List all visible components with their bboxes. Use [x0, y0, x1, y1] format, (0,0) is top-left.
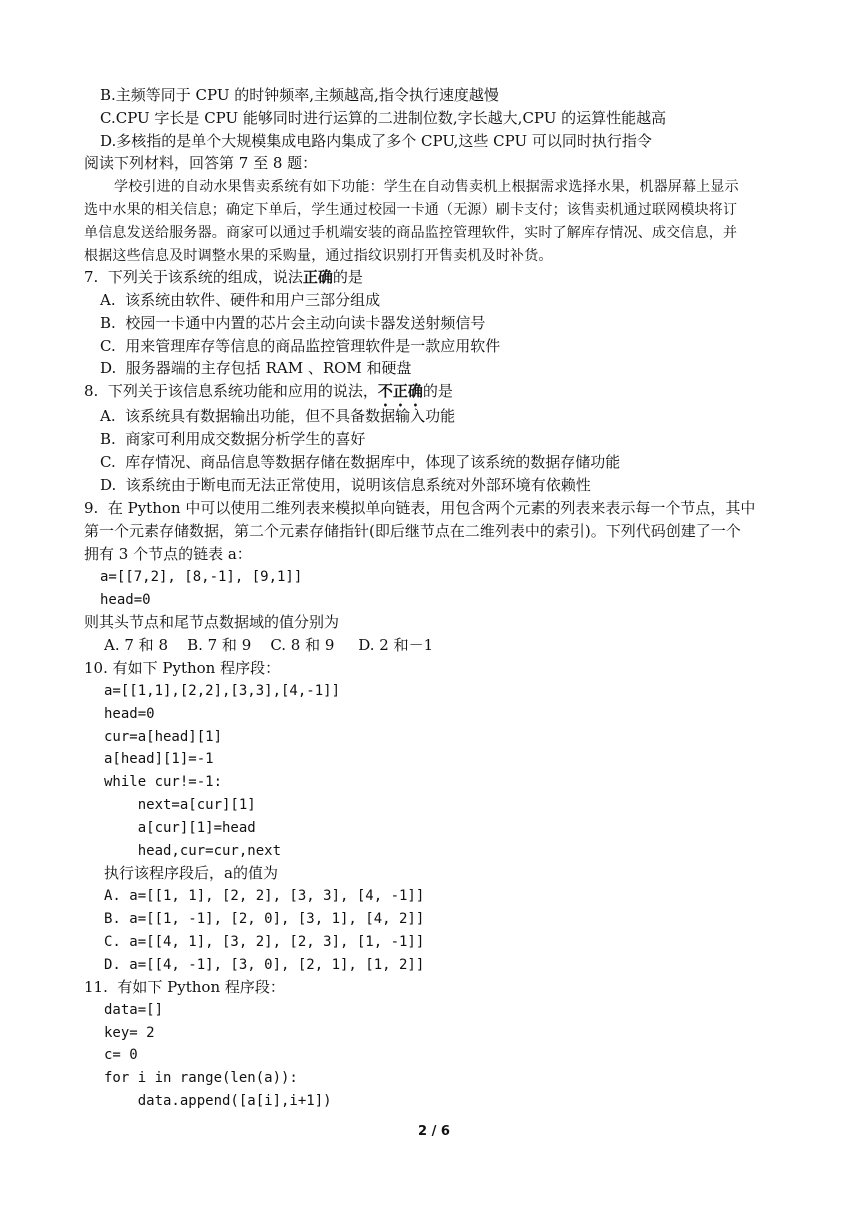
q8-option-b: B. 商家可利用成交数据分析学生的喜好: [100, 430, 366, 448]
q11-code-line-5: data.append([a[i],i+1]): [104, 1093, 332, 1109]
q11-code-line-3: c= 0: [104, 1047, 138, 1063]
q7-option-d: D. 服务器端的主存包括 RAM 、ROM 和硬盘: [100, 359, 412, 377]
q11-code-line-4: for i in range(len(a)):: [104, 1070, 298, 1086]
q10-code-line-7: a[cur][1]=head: [104, 820, 256, 836]
q10-code-line-6: next=a[cur][1]: [104, 797, 256, 813]
q9-question: 则其头节点和尾节点数据域的值分别为: [84, 613, 340, 631]
q6-option-b: B.主频等同于 CPU 的时钟频率,主频越高,指令执行速度越慢: [100, 86, 499, 104]
q7-stem-post: 的是: [332, 268, 363, 286]
q9-code-line-2: head=0: [100, 592, 151, 608]
material-line-4: 根据这些信息及时调整水果的采购量，通过指纹识别打开售卖机及时补货。: [84, 248, 553, 264]
q10-stem: 10. 有如下 Python 程序段：: [84, 659, 281, 677]
q9-options: A. 7 和 8 B. 7 和 9 C. 8 和 9 D. 2 和－1: [104, 636, 434, 654]
q10-option-b: B. a=[[1, -1], [2, 0], [3, 1], [4, 2]]: [104, 911, 425, 927]
q9-stem-line-2: 第一个元素存储数据，第二个元素存储指针(即后继节点在二维列表中的索引)。下列代码创建了一个: [84, 522, 741, 540]
q6-option-d: D.多核指的是单个大规模集成电路内集成了多个 CPU,这些 CPU 可以同时执行指令: [100, 132, 652, 150]
q10-code-line-8: head,cur=cur,next: [104, 843, 282, 859]
q11-code-line-2: key= 2: [104, 1025, 155, 1041]
q10-question: 执行该程序段后，a的值为: [104, 864, 278, 882]
q7-stem-emphasis: 正确: [302, 268, 333, 286]
q7-stem-pre: 7. 下列关于该系统的组成，说法: [84, 268, 303, 286]
q8-stem-emphasis: 不正确: [377, 382, 423, 400]
q7-stem: [84, 266, 363, 288]
q7-option-a: A. 该系统由软件、硬件和用户三部分组成: [100, 291, 381, 309]
q10-option-a: A. a=[[1, 1], [2, 2], [3, 3], [4, -1]]: [104, 888, 425, 904]
q6-option-c: C.CPU 字长是 CPU 能够同时进行运算的二进制位数,字长越大,CPU 的运算性能越高: [100, 109, 667, 127]
material-line-1: 学校引进的自动水果售卖系统有如下功能：学生在自动售卖机上根据需求选择水果，机器屏幕上显示: [114, 179, 739, 195]
q8-stem-pre: 8. 下列关于该信息系统功能和应用的说法，: [84, 382, 378, 400]
q9-code-line-1: a=[[7,2], [8,-1], [9,1]]: [100, 569, 303, 585]
q10-code-line-4: a[head][1]=-1: [104, 751, 214, 767]
q11-stem: 11. 有如下 Python 程序段：: [84, 978, 285, 996]
q10-code-line-3: cur=a[head][1]: [104, 729, 223, 745]
q9-stem-line-3: 拥有 3 个节点的链表 a：: [84, 545, 252, 563]
q8-option-c: C. 库存情况、商品信息等数据存储在数据库中，体现了该系统的数据存储功能: [100, 453, 621, 471]
q8-stem-post: 的是: [422, 382, 453, 400]
q7-option-c: C. 用来管理库存等信息的商品监控管理软件是一款应用软件: [100, 337, 501, 355]
q10-code-line-1: a=[[1,1],[2,2],[3,3],[4,-1]]: [104, 683, 341, 699]
material-line-2: 选中水果的相关信息；确定下单后，学生通过校园一卡通（无源）刷卡支付；该售卖机通过联网模块将订: [84, 202, 738, 218]
q10-option-d: D. a=[[4, -1], [3, 0], [2, 1], [1, 2]]: [104, 957, 425, 973]
reading-intro: 阅读下列材料，回答第 7 至 8 题：: [84, 154, 318, 172]
material-line-3: 单信息发送给服务器。商家可以通过手机端安装的商品监控管理软件，实时了解库存情况、成交信息，并: [84, 225, 738, 241]
q10-code-line-5: while cur!=-1:: [104, 774, 223, 790]
page-number: 2 / 6: [418, 1124, 450, 1139]
q10-code-line-2: head=0: [104, 706, 155, 722]
q7-option-b: B. 校园一卡通中内置的芯片会主动向读卡器发送射频信号: [100, 314, 486, 332]
q8-option-a: A. 该系统具有数据输出功能，但不具备数据输入功能: [100, 407, 456, 425]
q8-option-d: D. 该系统由于断电而无法正常使用，说明该信息系统对外部环境有依赖性: [100, 476, 591, 494]
q11-code-line-1: data=[]: [104, 1002, 164, 1018]
q9-stem-line-1: 9. 在 Python 中可以使用二维列表来模拟单向链表，用包含两个元素的列表来表示每一个节点，其中: [84, 499, 756, 517]
q10-option-c: C. a=[[4, 1], [3, 2], [2, 3], [1, -1]]: [104, 934, 425, 950]
